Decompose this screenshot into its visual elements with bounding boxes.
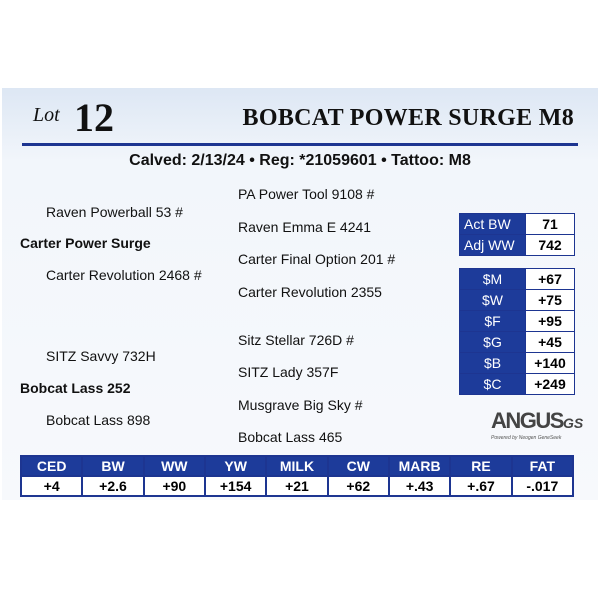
epd-header: MILK: [266, 456, 327, 476]
index-label: $G: [460, 332, 526, 353]
epd-header: WW: [144, 456, 205, 476]
index-row: [460, 353, 575, 374]
index-row: [460, 290, 575, 311]
index-row: [460, 311, 575, 332]
weight-row: [460, 235, 575, 256]
pedigree-ddd: Bobcat Lass 465: [238, 429, 343, 445]
epd-header: YW: [205, 456, 266, 476]
epd-value-row: [21, 476, 573, 496]
epd-header: RE: [450, 456, 511, 476]
pedigree-sdd: Carter Revolution 2355: [238, 284, 382, 300]
index-label: $B: [460, 353, 526, 374]
epd-header: FAT: [512, 456, 573, 476]
animal-name: BOBCAT POWER SURGE M8: [242, 105, 574, 131]
pedigree-sire-sire: Raven Powerball 53 #: [46, 204, 183, 220]
epd-value: +154: [205, 476, 266, 496]
pedigree-sire: Carter Power Surge: [20, 235, 151, 251]
epd-header-row: [21, 456, 573, 476]
weights-table: [459, 213, 575, 256]
weight-value: 71: [526, 214, 575, 235]
weight-row: [460, 214, 575, 235]
pedigree-dsd: SITZ Lady 357F: [238, 364, 339, 380]
logo-suffix-text: GS: [562, 415, 584, 431]
logo-tagline: Powered by Neogen GeneSeek: [491, 435, 562, 441]
logo-main-text: ANGUS: [491, 408, 563, 433]
epd-header: MARB: [389, 456, 450, 476]
pedigree-ssd: Raven Emma E 4241: [238, 219, 372, 235]
pedigree-dam-sire: SITZ Savvy 732H: [46, 348, 156, 364]
lot-label: Lot: [33, 104, 60, 126]
index-row: [460, 269, 575, 290]
epd-value: +4: [21, 476, 82, 496]
pedigree-sss: PA Power Tool 9108 #: [238, 186, 375, 202]
epd-value: +62: [328, 476, 389, 496]
index-value: +95: [526, 311, 575, 332]
index-row: [460, 332, 575, 353]
index-row: [460, 374, 575, 395]
index-label: $W: [460, 290, 526, 311]
pedigree-dss: Sitz Stellar 726D #: [238, 332, 354, 348]
epd-value: +2.6: [82, 476, 143, 496]
epd-value: +.67: [450, 476, 511, 496]
epd-header: CED: [21, 456, 82, 476]
weight-label: Adj WW: [460, 235, 526, 256]
epd-header: CW: [328, 456, 389, 476]
pedigree-sire-dam: Carter Revolution 2468 #: [46, 267, 202, 283]
index-label: $M: [460, 269, 526, 290]
epd-table: [20, 455, 574, 497]
index-value: +249: [526, 374, 575, 395]
index-label: $C: [460, 374, 526, 395]
index-value: +67: [526, 269, 575, 290]
weight-label: Act BW: [460, 214, 526, 235]
epd-value: -.017: [512, 476, 573, 496]
pedigree-sds: Carter Final Option 201 #: [238, 251, 396, 267]
pedigree-dam: Bobcat Lass 252: [20, 380, 131, 396]
epd-header: BW: [82, 456, 143, 476]
pedigree-dds: Musgrave Big Sky #: [238, 397, 363, 413]
pedigree-dam-dam: Bobcat Lass 898: [46, 412, 151, 428]
index-value: +75: [526, 290, 575, 311]
animal-details: Calved: 2/13/24 • Reg: *21059601 • Tattoo: M8: [129, 152, 471, 169]
epd-value: +90: [144, 476, 205, 496]
index-table: [459, 268, 575, 395]
angus-gs-logo: [491, 408, 584, 441]
title-divider: [22, 143, 578, 146]
index-label: $F: [460, 311, 526, 332]
lot-number: 12: [74, 95, 114, 140]
index-value: +45: [526, 332, 575, 353]
weight-value: 742: [526, 235, 575, 256]
epd-value: +21: [266, 476, 327, 496]
epd-value: +.43: [389, 476, 450, 496]
index-value: +140: [526, 353, 575, 374]
